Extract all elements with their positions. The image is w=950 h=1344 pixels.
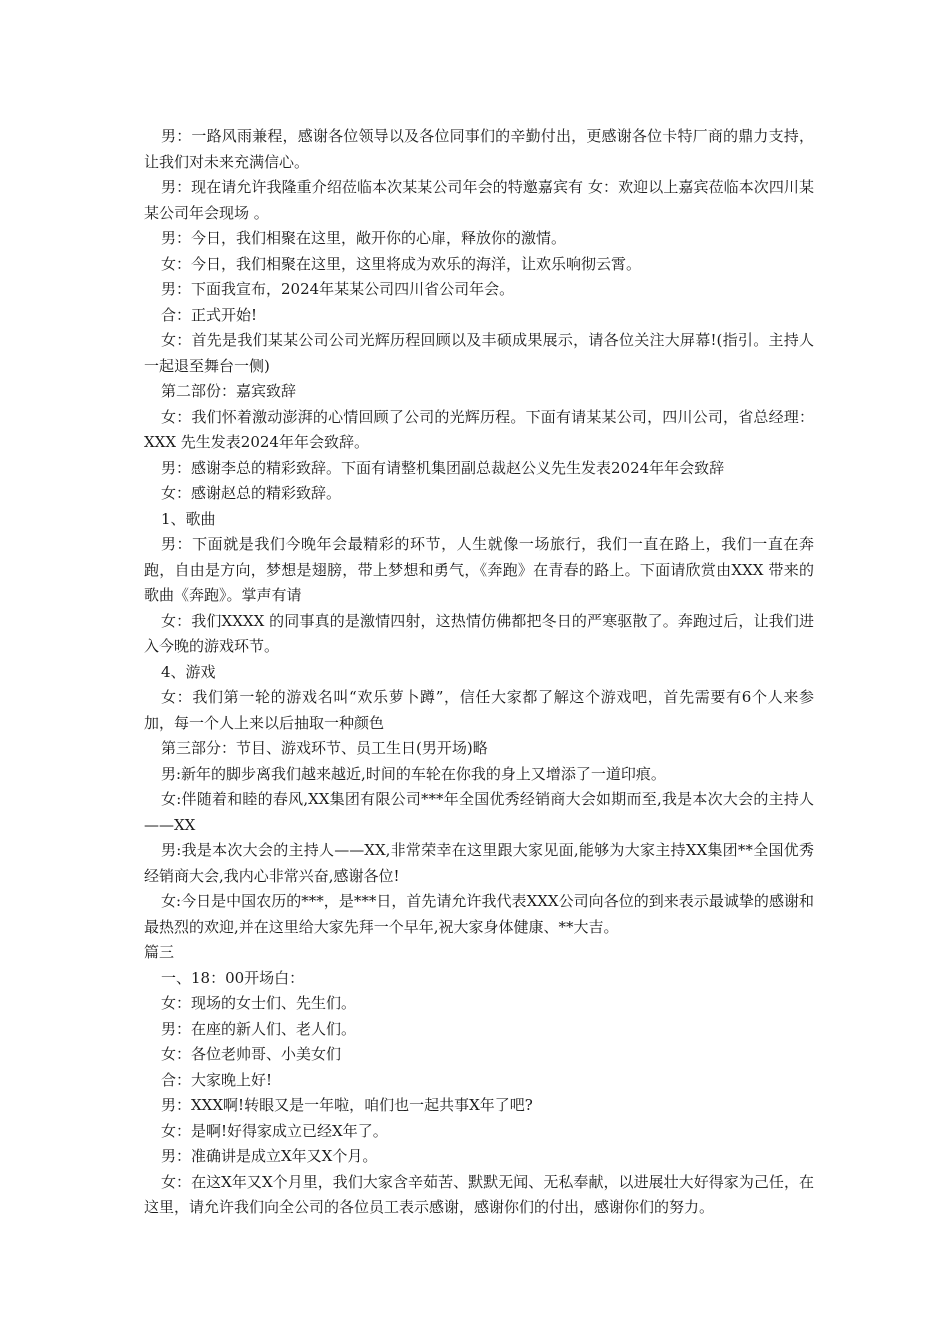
paragraph: 男:我是本次大会的主持人——XX,非常荣幸在这里跟大家见面,能够为大家主持XX集团**全国优秀经销商大会,我内心非常兴奋,感谢各位! (144, 841, 814, 885)
paragraph: 女：我们怀着激动澎湃的心情回顾了公司的光辉历程。下面有请某某公司，四川公司，省总经理：XXX 先生发表2024年年会致辞。 (144, 407, 814, 451)
section-heading: 一、18：00开场白： (161, 968, 305, 987)
paragraph: 男：下面我宣布，2024年某某公司四川省公司年会。 (161, 280, 515, 298)
section-heading: 第三部分：节目、游戏环节、员工生日(男开场)略 (161, 739, 488, 757)
paragraph: 男:新年的脚步离我们越来越近,时间的车轮在你我的身上又增添了一道印痕。 (161, 764, 666, 783)
paragraph: 女：各位老帅哥、小美女们 (161, 1045, 342, 1063)
paragraph: 女：我们XXXX 的同事真的是激情四射，这热情仿佛都把冬日的严寒驱散了。奔跑过后，让我们进入今晚的游戏环节。 (144, 611, 814, 655)
document-page (144, 124, 814, 1221)
paragraph: 男：一路风雨兼程，感谢各位领导以及各位同事们的辛勤付出，更感谢各位卡特厂商的鼎力支持，让我们对未来充满信心。 (144, 127, 814, 171)
paragraph: 男：在座的新人们、老人们。 (161, 1019, 357, 1038)
paragraph: 女：是啊!好得家成立已经X年了。 (161, 1121, 388, 1140)
paragraph: 女：首先是我们某某公司公司光辉历程回顾以及丰硕成果展示，请各位关注大屏幕!(指引。主持人一起退至舞台一侧) (144, 331, 814, 375)
paragraph: 女:伴随着和睦的春风,XX集团有限公司***年全国优秀经销商大会如期而至,我是本次大会的主持人——XX (144, 790, 814, 834)
paragraph: 男：感谢李总的精彩致辞。下面有请整机集团副总裁赵公义先生发表2024年年会致辞 (161, 458, 725, 477)
paragraph: 男：XXX啊!转眼又是一年啦，咱们也一起共事X年了吧? (161, 1096, 533, 1114)
paragraph: 女：在这X年又X个月里，我们大家含辛茹苦、默默无闻、无私奉献，以进展壮大好得家为己任，在这里，请允许我们向全公司的各位员工表示感谢，感谢你们的付出，感谢你们的努力。 (144, 1172, 814, 1216)
paragraph: 女：我们第一轮的游戏名叫“欢乐萝卜蹲”，信任大家都了解这个游戏吧，首先需要有6个人来参加，每一个人上来以后抽取一种颜色 (144, 688, 814, 732)
paragraph: 女：现场的女士们、先生们。 (161, 994, 357, 1012)
section-heading: 第二部份：嘉宾致辞 (161, 382, 297, 400)
paragraph: 男：准确讲是成立X年又X个月。 (161, 1147, 378, 1165)
paragraph: 男：下面就是我们今晚年会最精彩的环节，人生就像一场旅行，我们一直在路上，我们一直在奔跑，自由是方向，梦想是翅膀，带上梦想和勇气，《奔跑》在青春的路上。下面请欣赏由XXX 带来的歌曲《奔跑》。掌声有请 (144, 535, 814, 604)
paragraph: 合：大家晚上好! (161, 1070, 273, 1089)
section-heading: 1、歌曲 (161, 509, 216, 528)
paragraph: 男：今日，我们相聚在这里，敞开你的心扉，释放你的激情。 (161, 229, 567, 247)
paragraph: 合：正式开始! (161, 305, 258, 324)
paragraph: 女：感谢赵总的精彩致辞。 (161, 484, 342, 502)
paragraph: 女:今日是中国农历的***，是***日，首先请允许我代表XXX公司向各位的到来表示最诚挚的感谢和最热烈的欢迎,并在这里给大家先拜一个早年,祝大家身体健康、**大吉。 (144, 892, 814, 936)
chapter-heading: 篇三 (144, 943, 175, 961)
paragraph: 男：现在请允许我隆重介绍莅临本次某某公司年会的特邀嘉宾有 女：欢迎以上嘉宾莅临本次四川某某公司年会现场 。 (144, 178, 814, 222)
section-heading: 4、游戏 (161, 662, 216, 681)
paragraph: 女：今日，我们相聚在这里，这里将成为欢乐的海洋，让欢乐响彻云霄。 (161, 254, 642, 273)
